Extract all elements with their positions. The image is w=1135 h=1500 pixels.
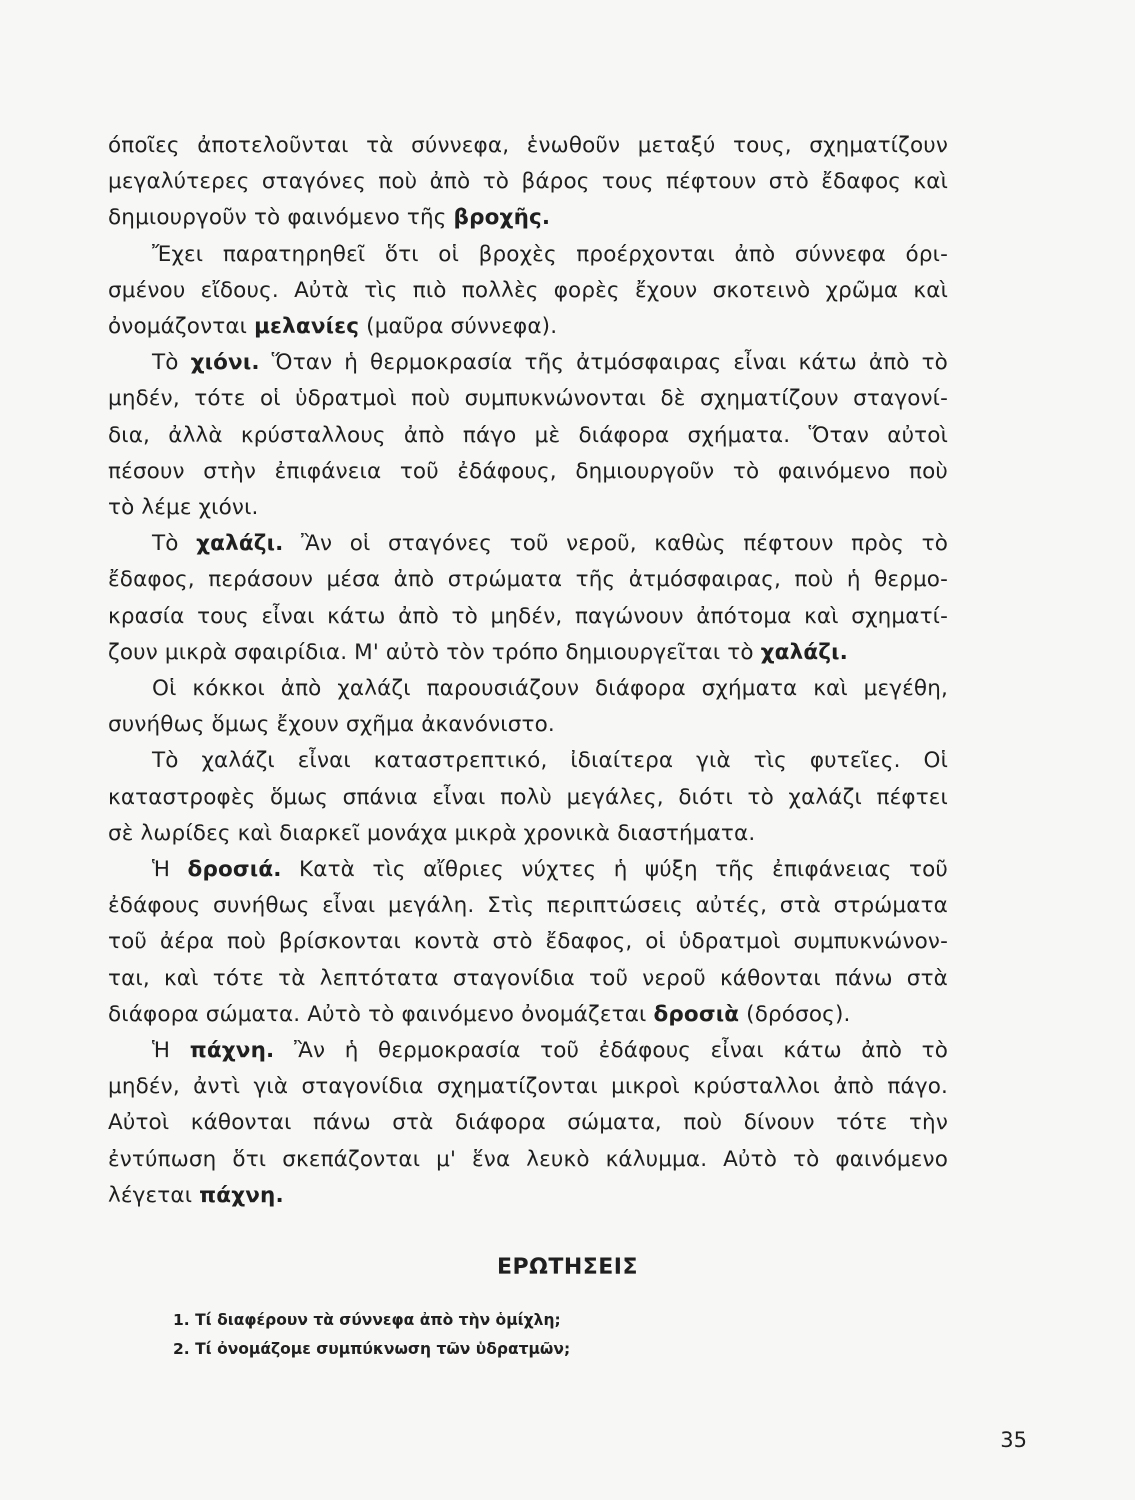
text-line [108,816,948,852]
question-item: 2. Τί ὀνομάζομε συμπύκνωση τῶν ὑδρατμῶν; [173,1340,571,1358]
text-line [108,997,948,1033]
text-run: μηδέν, τότε οἱ ὑδρατμοὶ ποὺ συμπυκνώνονται δὲ σχηματίζουν σταγονί- [108,386,948,412]
paragraph [108,128,948,237]
text-line [108,237,948,273]
text-run: δια, ἀλλὰ κρύσταλλους ἀπὸ πάγο μὲ διάφορα σχήματα. Ὅταν αὐτοὶ [108,422,948,448]
text-run: λέγεται [108,1182,200,1208]
text-line [108,707,948,743]
text-run: ἔδαφος, περάσουν μέσα ἀπὸ στρώματα τῆς ἀτμόσφαιρας, ποὺ ἡ θερμο- [108,567,948,593]
paragraph [108,852,948,1033]
text-line [108,128,948,164]
text-run: ται, καὶ τότε τὰ λεπτότατα σταγονίδια τοῦ νεροῦ κάθονται πάνω στὰ [108,965,948,991]
paragraph [108,1033,948,1214]
text-line [108,490,948,526]
questions-list [173,1306,570,1364]
text-line [108,418,948,454]
paragraph [108,526,948,671]
text-line [108,345,948,381]
text-run: Οἱ κόκκοι ἀπὸ χαλάζι παρουσιάζουν διάφορα σχήματα καὶ μεγέθη, [152,676,948,702]
text-run: διάφορα σώματα. Αὐτὸ τὸ φαινόμενο ὀνομάζεται [108,1001,654,1027]
text-line [108,599,948,635]
page-number: 35 [1000,1428,1027,1452]
text-line [108,273,948,309]
bold-term: χαλάζι. [760,639,848,665]
bold-term: μελανίες [254,314,360,340]
bold-term: βροχῆς. [453,205,551,231]
text-run: τοῦ ἀέρα ποὺ βρίσκονται κοντὰ στὸ ἔδαφος, οἱ ὑδρατμοὶ συμπυκνώνον- [108,929,948,955]
text-run: όποῖες ἀποτελοῦνται τὰ σύννεφα, ἑνωθοῦν μεταξύ τους, σχηματίζουν [108,133,948,158]
paragraph [108,237,948,346]
text-run: κρασία τους εἶναι κάτω ἀπὸ τὸ μηδέν, παγώνουν ἀπότομα καὶ σχηματί- [108,603,948,629]
question-item: 1. Τί διαφέρουν τὰ σύννεφα ἀπὸ τὴν ὁμίχλη; [173,1311,561,1329]
bold-term: χαλάζι. [196,531,284,557]
text-run: Κατὰ τὶς αἴθριες νύχτες ἡ ψύξη τῆς ἐπιφάνειας τοῦ [281,857,948,883]
text-line [108,309,948,345]
questions-heading: ΕΡΩΤΗΣΕΙΣ [496,1255,639,1280]
text-line [108,1142,948,1178]
text-run: Ἔχει παρατηρηθεῖ ὅτι οἱ βροχὲς προέρχονται ἀπὸ σύννεφα όρι- [152,241,948,267]
text-line [108,1033,948,1069]
text-run: ἐδάφους συνήθως εἶναι μεγάλη. Στὶς περιπτώσεις αὐτές, στὰ στρώματα [108,893,948,919]
text-line [108,526,948,562]
text-run: Ἡ [152,1038,190,1064]
text-line [108,852,948,888]
paragraph [108,743,948,852]
paragraph [108,345,948,526]
text-line [108,780,948,816]
text-run: δημιουργοῦν τὸ φαινόμενο τῆς [108,205,454,231]
text-run: ζουν μικρὰ σφαιρίδια. Μ' αὐτὸ τὸν τρόπο δημιουργεῖται τὸ [108,639,761,665]
text-line [108,454,948,490]
text-run: συνήθως ὅμως ἔχουν σχῆμα ἀκανόνιστο. [108,712,555,738]
text-line [108,671,948,707]
text-line [108,924,948,960]
text-run: Τὸ [152,350,191,376]
text-line [108,200,948,236]
paragraph [108,671,948,743]
text-line [108,743,948,779]
text-run: μεγαλύτερες σταγόνες ποὺ ἀπὸ τὸ βάρος τους πέφτουν στὸ ἔδαφος καὶ [108,169,948,195]
text-run: μηδέν, ἀντὶ γιὰ σταγονίδια σχηματίζονται μικροὶ κρύσταλλοι ἀπὸ πάγο. [108,1074,948,1100]
text-line [108,1178,948,1214]
text-run: πέσουν στὴν ἐπιφάνεια τοῦ ἐδάφους, δημιουργοῦν τὸ φαινόμενο ποὺ [108,458,948,484]
text-run: σμένου εἴδους. Αὐτὰ τὶς πιὸ πολλὲς φορὲς ἔχουν σκοτεινὸ χρῶμα καὶ [108,277,948,303]
text-run: Τὸ χαλάζι εἶναι καταστρεπτικό, ἰδιαίτερα γιὰ τὶς φυτεῖες. Οἱ [152,748,948,774]
text-line [108,888,948,924]
bold-term: δροσιά. [187,857,282,883]
text-line [108,961,948,997]
text-run: Ἂν οἱ σταγόνες τοῦ νεροῦ, καθὼς πέφτουν πρὸς τὸ [283,531,948,557]
text-run: Ἂν ἡ θερμοκρασία τοῦ ἐδάφους εἶναι κάτω ἀπὸ τὸ [274,1038,948,1064]
text-run: Αὐτοὶ κάθονται πάνω στὰ διάφορα σώματα, ποὺ δίνουν τότε τὴν [108,1110,948,1136]
text-run: (μαῦρα σύννεφα). [359,314,558,340]
bold-term: χιόνι. [190,350,260,376]
text-run: Ἡ [152,857,188,883]
text-line [108,1069,948,1105]
text-run: (δρόσος). [739,1001,851,1027]
text-run: Ὅταν ἡ θερμοκρασία τῆς ἀτμόσφαιρας εἶναι κάτω ἀπὸ τὸ [259,350,948,376]
text-line [108,164,948,200]
text-line [108,1105,948,1141]
text-line [108,635,948,671]
bold-term: πάχνη. [199,1182,284,1208]
body-text [108,128,948,1214]
text-run: Τὸ [152,531,197,557]
bold-term: δροσιὰ [653,1001,740,1027]
text-line [108,562,948,598]
text-run: ὀνομάζονται [108,314,255,340]
text-run: σὲ λωρίδες καὶ διαρκεῖ μονάχα μικρὰ χρονικὰ διαστήματα. [108,820,756,846]
text-run: ἐντύπωση ὅτι σκεπάζονται μ' ἕνα λευκὸ κάλυμμα. Αὐτὸ τὸ φαινόμενο [108,1146,948,1172]
text-run: τὸ λέμε χιόνι. [108,495,259,521]
text-run: καταστροφὲς ὅμως σπάνια εἶναι πολὺ μεγάλες, διότι τὸ χαλάζι πέφτει [108,784,948,810]
bold-term: πάχνη. [189,1038,275,1064]
text-line [108,381,948,417]
